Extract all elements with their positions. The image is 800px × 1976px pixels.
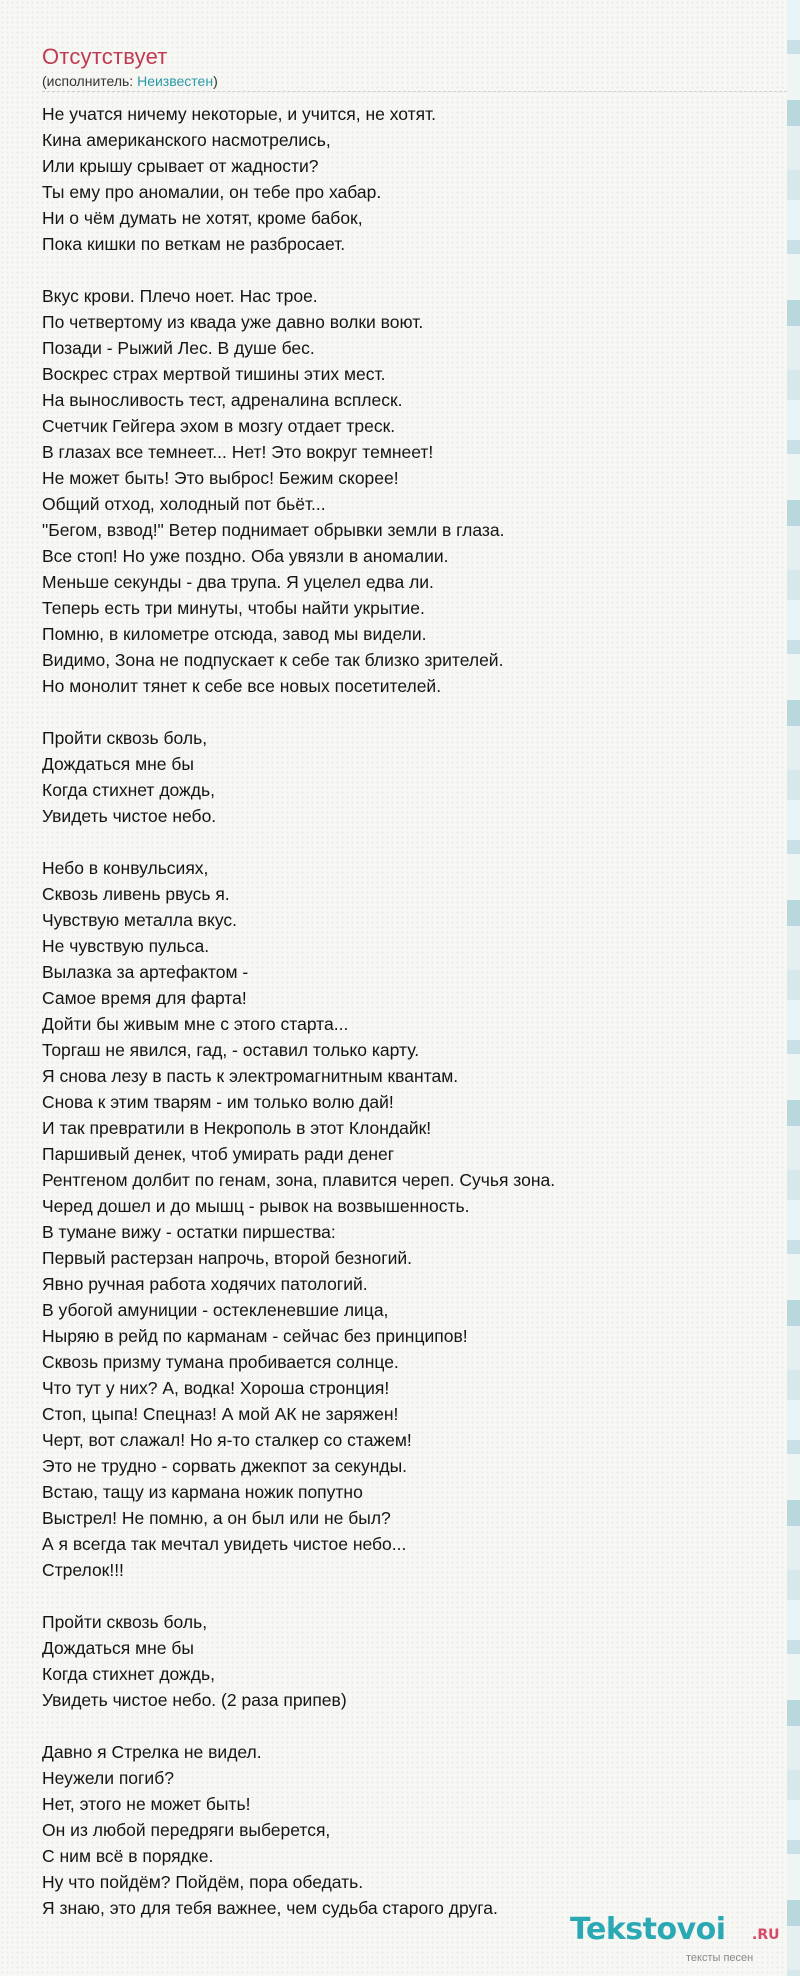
lyric-line: Стрелок!!! — [42, 1560, 124, 1580]
lyric-line: Самое время для фарта! — [42, 988, 247, 1008]
lyric-line: "Бегом, взвод!" Ветер поднимает обрывки земли в глаза. — [42, 520, 505, 540]
lyric-line: Он из любой передряги выберется, — [42, 1820, 331, 1840]
lyric-line: С ним всё в порядке. — [42, 1846, 214, 1866]
song-title: Отсутствует — [42, 44, 168, 69]
lyric-line: Ни о чём думать не хотят, кроме бабок, — [42, 208, 363, 228]
stanza-break — [42, 699, 787, 725]
artist-suffix: ) — [213, 73, 218, 89]
lyric-line: Счетчик Гейгера эхом в мозгу отдает треск. — [42, 416, 396, 436]
lyric-line: Это не трудно - сорвать джекпот за секунды. — [42, 1456, 408, 1476]
lyric-line: Чувствую металла вкус. — [42, 910, 237, 930]
lyric-line: Теперь есть три минуты, чтобы найти укрытие. — [42, 598, 425, 618]
lyric-line: Меньше секунды - два трупа. Я уцелел едва ли. — [42, 572, 434, 592]
watermark-subtitle: тексты песен — [686, 1952, 754, 1964]
lyric-line: Снова к этим тварям - им только волю дай! — [42, 1092, 394, 1112]
lyric-line: Дождаться мне бы — [42, 754, 194, 774]
lyric-line: Ну что пойдём? Пойдём, пора обедать. — [42, 1872, 364, 1892]
lyric-line: Не учатся ничему некоторые, и учится, не хотят. — [42, 104, 437, 124]
lyric-line: Небо в конвульсиях, — [42, 858, 209, 878]
lyric-line: Дойти бы живым мне с этого старта... — [42, 1014, 349, 1034]
artist-line — [42, 72, 787, 90]
lyric-line: Все стоп! Но уже поздно. Оба увязли в аномалии. — [42, 546, 449, 566]
lyric-line: В тумане вижу - остатки пиршества: — [42, 1222, 336, 1242]
lyric-line: Нет, этого не может быть! — [42, 1794, 251, 1814]
lyric-line: На выносливость тест, адреналина всплеск. — [42, 390, 403, 410]
stanza-break — [42, 829, 787, 855]
stanza-break — [42, 1713, 787, 1739]
lyric-line: Дождаться мне бы — [42, 1638, 194, 1658]
artist-prefix: (исполнитель: — [42, 73, 138, 89]
lyric-line: Когда стихнет дождь, — [42, 780, 215, 800]
lyric-line: Черт, вот слажал! Но я-то сталкер со стажем! — [42, 1430, 412, 1450]
lyric-line: Торгаш не явился, гад, - оставил только карту. — [42, 1040, 420, 1060]
lyric-line: Пройти сквозь боль, — [42, 1612, 208, 1632]
lyric-line: Но монолит тянет к себе все новых посетителей. — [42, 676, 442, 696]
lyric-line: Неужели погиб? — [42, 1768, 174, 1788]
lyric-line: Позади - Рыжий Лес. В душе бес. — [42, 338, 315, 358]
song-header — [42, 42, 787, 90]
lyric-line: Увидеть чистое небо. (2 раза припев) — [42, 1690, 347, 1710]
lyric-line: Воскрес страх мертвой тишины этих мест. — [42, 364, 386, 384]
lyric-line: Давно я Стрелка не видел. — [42, 1742, 262, 1762]
watermark-tld: .RU — [752, 1927, 780, 1943]
lyric-line: Увидеть чистое небо. — [42, 806, 217, 826]
lyric-line: Пока кишки по веткам не разбросает. — [42, 234, 346, 254]
lyric-line: Явно ручная работа ходячих патологий. — [42, 1274, 368, 1294]
lyric-line: Помню, в километре отсюда, завод мы видели. — [42, 624, 427, 644]
header-divider — [42, 91, 787, 92]
artist-link[interactable]: Неизвестен — [137, 73, 214, 89]
lyric-line: Видимо, Зона не подпускает к себе так близко зрителей. — [42, 650, 504, 670]
lyric-line: Вкус крови. Плечо ноет. Нас трое. — [42, 286, 318, 306]
stanza-break — [42, 257, 787, 283]
lyric-line: Я снова лезу в пасть к электромагнитным квантам. — [42, 1066, 459, 1086]
lyric-line: Я знаю, это для тебя важнее, чем судьба старого друга. — [42, 1898, 498, 1918]
site-watermark — [568, 1912, 800, 1976]
stanza-break — [42, 1583, 787, 1609]
lyric-line: Когда стихнет дождь, — [42, 1664, 215, 1684]
lyric-line: И так превратили в Некрополь в этот Клондайк! — [42, 1118, 432, 1138]
lyric-line: Пройти сквозь боль, — [42, 728, 208, 748]
lyric-line: По четвертому из квада уже давно волки воют. — [42, 312, 424, 332]
lyric-line: Что тут у них? А, водка! Хороша стронция! — [42, 1378, 390, 1398]
lyric-line: В убогой амуниции - остекленевшие лица, — [42, 1300, 389, 1320]
lyric-line: Первый растерзан напрочь, второй безногий. — [42, 1248, 413, 1268]
lyric-line: Сквозь ливень рвусь я. — [42, 884, 230, 904]
lyric-line: А я всегда так мечтал увидеть чистое небо... — [42, 1534, 407, 1554]
lyric-line: Рентгеном долбит по генам, зона, плавится череп. Сучья зона. — [42, 1170, 556, 1190]
watermark-logo: Tekstovoi — [570, 1912, 726, 1947]
lyric-line: Не чувствую пульса. — [42, 936, 210, 956]
lyric-line: Не может быть! Это выброс! Бежим скорее! — [42, 468, 399, 488]
lyric-line: Общий отход, холодный пот бьёт... — [42, 494, 326, 514]
lyric-line: Вылазка за артефактом - — [42, 962, 249, 982]
lyric-line: В глазах все темнеет... Нет! Это вокруг темнеет! — [42, 442, 434, 462]
lyric-line: Паршивый денек, чтоб умирать ради денег — [42, 1144, 395, 1164]
lyric-line: Ты ему про аномалии, он тебе про хабар. — [42, 182, 382, 202]
lyric-line: Стоп, цыпа! Спецназ! А мой АК не заряжен! — [42, 1404, 399, 1424]
lyric-line: Или крышу срывает от жадности? — [42, 156, 319, 176]
lyric-line: Ныряю в рейд по карманам - сейчас без принципов! — [42, 1326, 468, 1346]
lyrics-text — [42, 101, 787, 1921]
lyric-line: Сквозь призму тумана пробивается солнце. — [42, 1352, 399, 1372]
lyric-line: Встаю, тащу из кармана ножик попутно — [42, 1482, 363, 1502]
lyric-line: Кина американского насмотрелись, — [42, 130, 331, 150]
lyric-line: Выстрел! Не помню, а он был или не был? — [42, 1508, 391, 1528]
lyric-line: Черед дошел и до мышц - рывок на возвышенность. — [42, 1196, 470, 1216]
